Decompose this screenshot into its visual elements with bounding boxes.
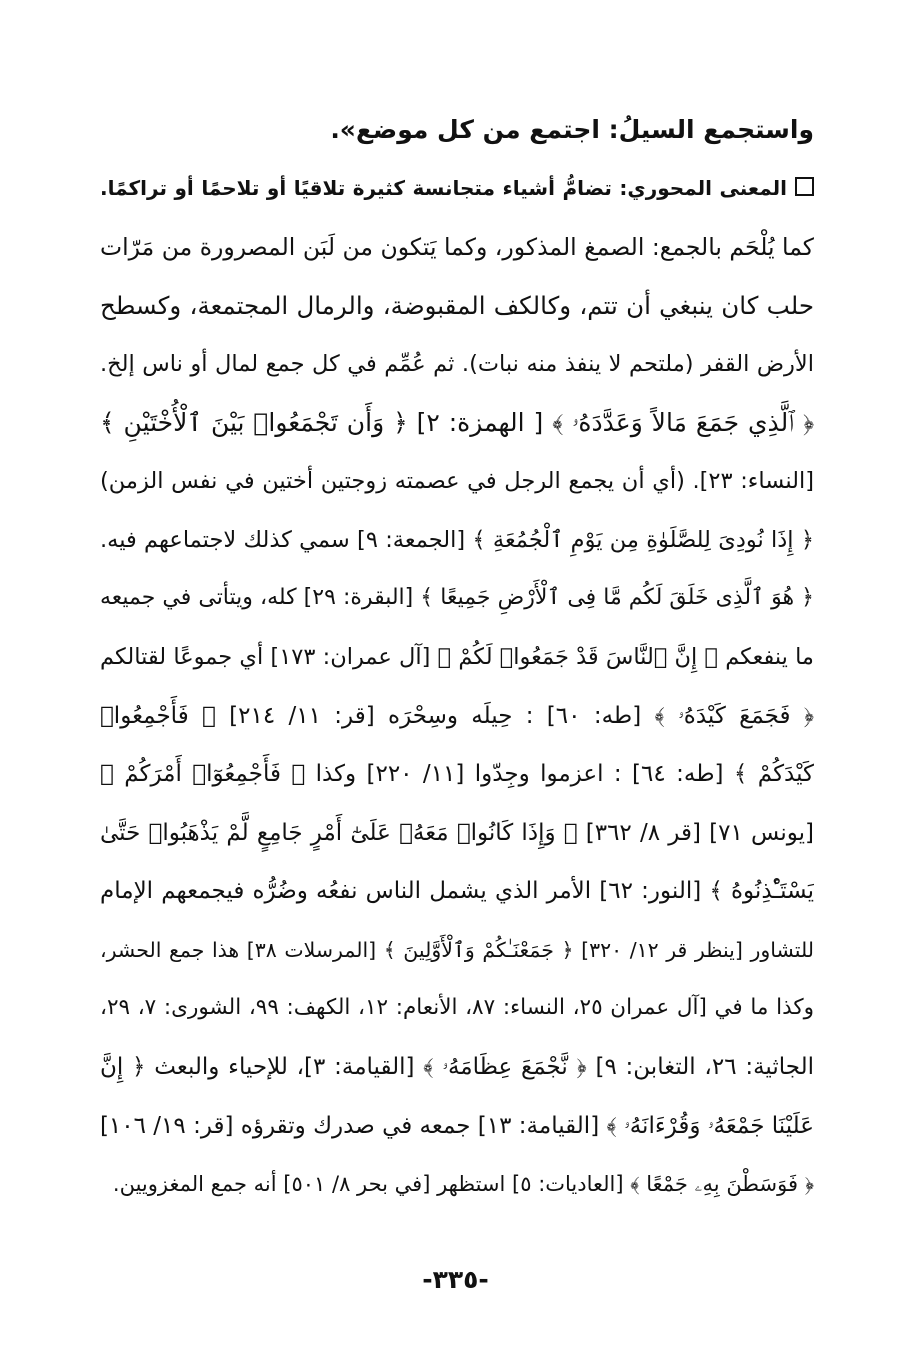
text-line-9: ﴿ هُوَ ٱلَّذِى خَلَقَ لَكُم مَّا فِى ٱلْأَرْضِ جَمِيعًا ﴾ [البقرة: ٢٩] كله، ويتأتى في جميعه (100, 585, 814, 610)
text-line-19: ﴿ فَوَسَطْنَ بِهِۦ جَمْعًا ﴾ [العاديات: ٥] استظهر [في بحر ٨/ ٥٠١] أنه جمع المغزويين. (112, 1172, 814, 1196)
text-line-7: [النساء: ٢٣]. (أي أن يجمع الرجل في عصمته زوجتين أختين في نفس الزمن) (100, 468, 814, 494)
text-line-16: وكذا ما في [آل عمران ٢٥، النساء: ٨٧، الأنعام: ١٢، الكهف: ٩٩، الشورى: ٧، ٢٩، (100, 995, 814, 1020)
text-line-1: واستجمع السيلُ: اجتمع من كل موضع». (330, 115, 814, 144)
text-line-6: ﴿ ٱلَّذِي جَمَعَ مَالاً وَعَدَّدَهُۥ ﴾ [ الهمزة: ٢] ﴿ وَأَن تَجْمَعُوا۟ بَيْنَ ٱلْأُخْتَيْنِ ﴾ (100, 408, 814, 437)
text-line-10: ما ينفعكم ﴿ إِنَّ ٱلنَّاسَ قَدْ جَمَعُوا۟ لَكُمْ ﴾ [آل عمران: ١٧٣] أي جموعًا لقتالكم (100, 644, 814, 670)
central-meaning-line (100, 164, 814, 212)
text-line-5: الأرض القفر (ملتحم لا ينفذ منه نبات). ثم عُمِّم في كل جمع لمال أو ناس إلخ. (100, 351, 814, 377)
section-square-icon (795, 177, 814, 196)
text-line-18: عَلَيْنَا جَمْعَهُۥ وَقُرْءَانَهُۥ ﴾ [القيامة: ١٣] جمعه في صدرك وتقرؤه [قر: ١٩/ ١٠٦] (100, 1113, 814, 1139)
text-line-15: للتشاور [ينظر قر ١٢/ ٣٢٠] ﴿ جَمَعْنَـٰكُمْ وَٱلْأَوَّلِينَ ﴾ [المرسلات ٣٨] هذا جمع الحشر، (100, 938, 814, 962)
text-line-4: حلب كان ينبغي أن تتم، وكالكف المقبوضة، والرمال المجتمعة، وكسطح (100, 291, 814, 320)
text-line-13: [يونس ٧١] [قر ٨/ ٣٦٢] ﴿ وَإِذَا كَانُوا۟ مَعَهُۥ عَلَىٰٓ أَمْرٍ جَامِعٍ لَّمْ يَذْهَبُوا۟ حَتَّىٰ (100, 820, 814, 846)
text-line-17: الجاثية: ٢٦، التغابن: ٩] ﴿ نَّجْمَعَ عِظَامَهُۥ ﴾ [القيامة: ٣]، للإحياء والبعث ﴿ إِنَّ (100, 1054, 814, 1080)
page-text-block (100, 106, 814, 1266)
text-line-8: ﴿ إِذَا نُودِىَ لِلصَّلَوٰةِ مِن يَوْمِ ٱلْجُمُعَةِ ﴾ [الجمعة: ٩] سمي كذلك لاجتماعهم فيه. (100, 527, 814, 553)
text-line-11: ﴿ فَجَمَعَ كَيْدَهُۥ ﴾ [طه: ٦٠] : حِيلَه وسِحْرَه [قر: ١١/ ٢١٤] ﴿ فَأَجْمِعُوا۟ (100, 703, 814, 729)
text-line-14: يَسْتَـْٔذِنُوهُ ﴾ [النور: ٦٢] الأمر الذي يشمل الناس نفعُه وضُرُّه فيجمعهم الإمام (100, 878, 814, 904)
page-number: -٣٣٥- (422, 1265, 489, 1294)
text-line-3: كما يُلْحَم بالجمع: الصمغ المذكور، وكما يَتكون من لَبَن المصرورة من مَرّات (100, 233, 814, 261)
central-meaning-text: المعنى المحوري: تضامُّ أشياء متجانسة كثيرة تلاقيًا أو تلاحمًا أو تراكمًا. (100, 176, 787, 200)
text-line-12: كَيْدَكُمْ ﴾ [طه: ٦٤] : اعزموا وجِدّوا [١١/ ٢٢٠] وكذا ﴿ فَأَجْمِعُوٓا۟ أَمْرَكُمْ ﴾ (100, 761, 814, 787)
